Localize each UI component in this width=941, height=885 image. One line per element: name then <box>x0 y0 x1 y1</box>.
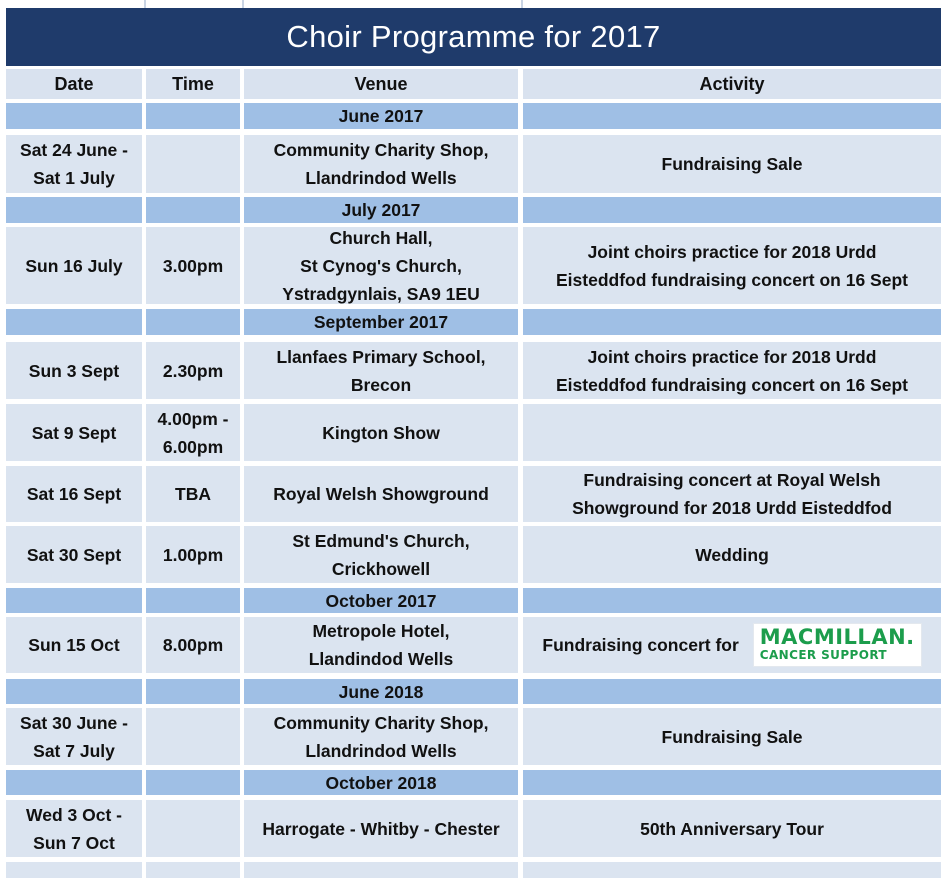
header-venue: Venue <box>244 69 518 99</box>
activity-cell: Fundraising Sale <box>523 135 941 193</box>
activity-line: Eisteddfod fundraising concert on 16 Sept <box>556 269 908 290</box>
month-row <box>6 770 941 795</box>
activity-cell <box>523 617 941 673</box>
month-cell <box>146 770 240 795</box>
date-line: Sat 30 June - <box>20 712 128 733</box>
activity-cell: Fundraising Sale <box>523 708 941 765</box>
time-cell <box>146 708 240 765</box>
time-cell: 3.00pm <box>146 227 240 304</box>
month-cell <box>6 679 142 704</box>
venue-line: Ystradgynlais, SA9 1EU <box>282 283 480 304</box>
month-row <box>6 197 941 223</box>
month-cell <box>6 197 142 223</box>
empty-cell <box>523 862 941 878</box>
time-line: 6.00pm <box>162 436 224 457</box>
empty-cell <box>244 862 518 878</box>
venue-cell <box>244 135 518 193</box>
venue-cell <box>244 227 518 304</box>
top-strip <box>6 0 941 8</box>
activity-line: Showground for 2018 Urdd Eisteddfod <box>572 498 892 518</box>
bottom-row <box>6 862 941 878</box>
time-cell: 2.30pm <box>146 342 240 399</box>
venue-line: Metropole Hotel, <box>312 621 450 641</box>
activity-cell <box>523 342 941 399</box>
month-cell <box>146 679 240 704</box>
month-label: July 2017 <box>244 197 518 223</box>
table-row <box>6 617 941 673</box>
venue-cell <box>244 708 518 765</box>
programme-sheet <box>6 0 941 885</box>
venue-cell <box>244 617 518 673</box>
table-row <box>6 342 941 399</box>
header-activity: Activity <box>523 69 941 99</box>
venue-cell: Kington Show <box>244 404 518 461</box>
logo-line: MACMILLAN. <box>759 625 915 649</box>
macmillan-logo <box>753 623 922 667</box>
venue-line: St Edmund's Church, <box>292 530 470 551</box>
month-row <box>6 588 941 613</box>
activity-line: Fundraising concert for <box>542 635 739 655</box>
month-label: October 2017 <box>244 588 518 613</box>
date-cell <box>6 135 142 193</box>
table-row <box>6 708 941 765</box>
date-line: Sat 24 June - <box>20 140 128 160</box>
table-row <box>6 135 941 193</box>
time-cell <box>146 800 240 857</box>
logo-line: CANCER SUPPORT <box>759 648 888 662</box>
date-line: Wed 3 Oct - <box>26 804 122 825</box>
venue-line: Crickhowell <box>331 558 431 579</box>
activity-cell <box>523 466 941 522</box>
venue-cell: Harrogate - Whitby - Chester <box>244 800 518 857</box>
time-line: 4.00pm - <box>157 408 229 429</box>
table-row <box>6 526 941 583</box>
month-cell <box>523 309 941 335</box>
month-cell <box>6 770 142 795</box>
month-row <box>6 309 941 335</box>
month-row <box>6 679 941 704</box>
activity-line: Joint choirs practice for 2018 Urdd <box>587 346 877 367</box>
venue-cell <box>244 342 518 399</box>
month-label: September 2017 <box>244 309 518 335</box>
month-label: June 2017 <box>244 103 518 129</box>
venue-line: Llandrindod Wells <box>305 168 457 188</box>
venue-line: Church Hall, <box>329 227 433 248</box>
header-time: Time <box>146 69 240 99</box>
month-cell <box>6 309 142 335</box>
month-cell <box>6 103 142 129</box>
activity-cell <box>523 227 941 304</box>
time-cell: TBA <box>146 466 240 522</box>
date-cell: Sun 16 July <box>6 227 142 304</box>
month-label: October 2018 <box>244 770 518 795</box>
month-cell <box>523 197 941 223</box>
divider <box>144 0 146 8</box>
activity-cell: 50th Anniversary Tour <box>523 800 941 857</box>
divider <box>242 0 244 8</box>
time-cell <box>146 404 240 461</box>
date-cell <box>6 800 142 857</box>
venue-line: Llandrindod Wells <box>305 740 457 761</box>
date-cell: Sat 16 Sept <box>6 466 142 522</box>
page-title: Choir Programme for 2017 <box>6 8 941 66</box>
header-date: Date <box>6 69 142 99</box>
activity-cell <box>523 404 941 461</box>
venue-line: Brecon <box>350 374 412 395</box>
month-cell <box>523 103 941 129</box>
empty-cell <box>6 862 142 878</box>
table-row <box>6 404 941 461</box>
date-cell: Sun 3 Sept <box>6 342 142 399</box>
activity-cell: Wedding <box>523 526 941 583</box>
activity-line: Fundraising concert at Royal Welsh <box>583 470 881 490</box>
date-line: Sat 7 July <box>33 740 115 761</box>
month-cell <box>146 103 240 129</box>
activity-line: Eisteddfod fundraising concert on 16 Sept <box>556 374 908 395</box>
venue-line: Community Charity Shop, <box>273 712 489 733</box>
venue-cell <box>244 526 518 583</box>
date-cell: Sat 9 Sept <box>6 404 142 461</box>
month-row <box>6 103 941 129</box>
venue-cell: Royal Welsh Showground <box>244 466 518 522</box>
activity-line: Joint choirs practice for 2018 Urdd <box>587 241 877 262</box>
table-row <box>6 466 941 522</box>
date-cell <box>6 708 142 765</box>
time-cell: 8.00pm <box>146 617 240 673</box>
date-cell: Sun 15 Oct <box>6 617 142 673</box>
month-cell <box>6 588 142 613</box>
month-label: June 2018 <box>244 679 518 704</box>
month-cell <box>523 679 941 704</box>
date-cell: Sat 30 Sept <box>6 526 142 583</box>
month-cell <box>523 770 941 795</box>
empty-cell <box>146 862 240 878</box>
month-cell <box>523 588 941 613</box>
divider <box>521 0 523 8</box>
time-cell <box>146 135 240 193</box>
venue-line: Llanfaes Primary School, <box>276 346 486 367</box>
venue-line: Llandindod Wells <box>308 649 454 669</box>
time-cell: 1.00pm <box>146 526 240 583</box>
table-row <box>6 800 941 857</box>
venue-line: St Cynog's Church, <box>300 255 462 276</box>
month-cell <box>146 197 240 223</box>
table-row <box>6 227 941 304</box>
month-cell <box>146 309 240 335</box>
header-row <box>6 69 941 99</box>
venue-line: Community Charity Shop, <box>273 140 489 160</box>
date-line: Sat 1 July <box>33 168 115 188</box>
month-cell <box>146 588 240 613</box>
date-line: Sun 7 Oct <box>33 832 115 853</box>
